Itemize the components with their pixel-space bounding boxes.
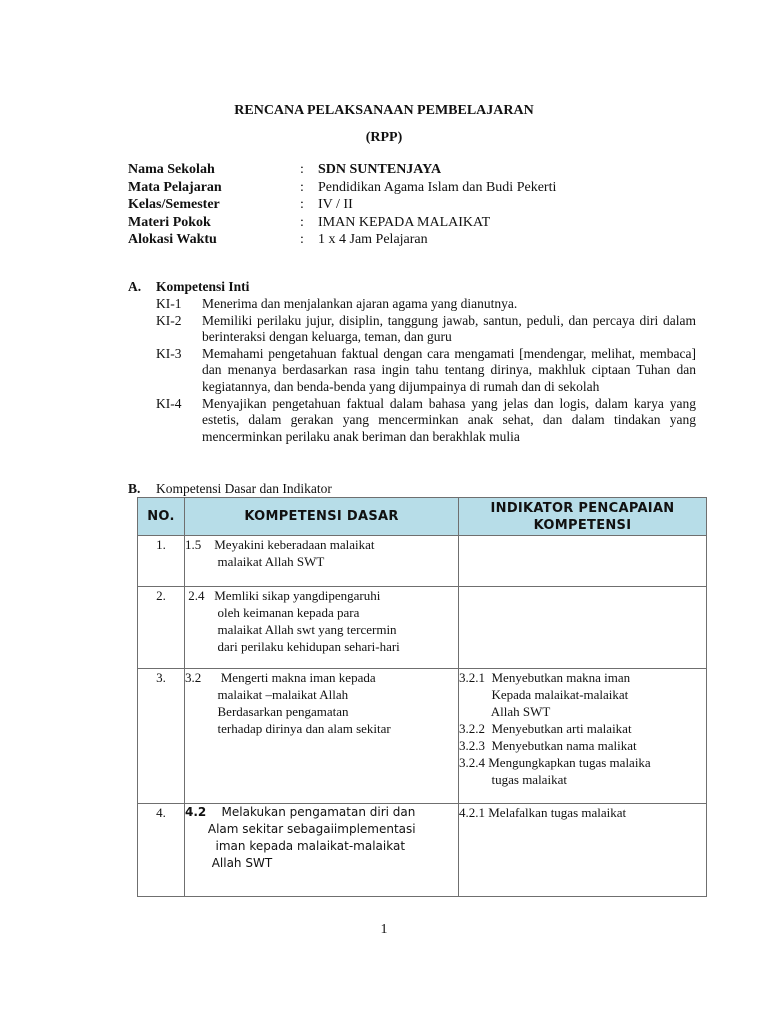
identity-label: Alokasi Waktu — [128, 232, 217, 247]
kd-line: Berdasarkan pengamatan — [185, 704, 349, 719]
ki-code: KI-1 — [156, 296, 182, 311]
table-row — [138, 587, 707, 669]
kd-line: malaikat Allah swt yang tercermin — [185, 622, 397, 637]
ki-text: Memiliki perilaku jujur, disiplin, tanggung jawab, santun, peduli, dan percaya diri dalam berinteraksi dengan keluarga, teman, dan guru — [202, 312, 696, 345]
identity-value: Pendidikan Agama Islam dan Budi Pekerti — [318, 179, 557, 195]
row-number: 4. — [138, 804, 185, 897]
identity-value: 1 x 4 Jam Pelajaran — [318, 232, 428, 247]
identity-row — [128, 214, 708, 232]
kd-line: 2.4 Memliki sikap yangdipengaruhi — [185, 588, 381, 603]
section-kompetensi-dasar — [128, 480, 332, 498]
identity-value: SDN SUNTENJAYA — [318, 162, 442, 177]
header-no: NO. — [138, 498, 185, 536]
kd-line: malaikat Allah SWT — [185, 554, 325, 569]
kd-line: terhadap dirinya dan alam sekitar — [185, 721, 391, 736]
indicator-line: 3.2.1 Menyebutkan makna iman — [459, 670, 631, 685]
indicator-line: 4.2.1 Melafalkan tugas malaikat — [459, 805, 627, 820]
kd-number: 4.2 — [185, 805, 207, 819]
ki-code: KI-3 — [156, 345, 182, 361]
section-title: Kompetensi Inti — [156, 279, 250, 294]
kd-line: dari perilaku kehidupan sehari-hari — [185, 639, 400, 654]
section-heading — [128, 480, 332, 498]
identity-row — [128, 196, 708, 214]
ki-item — [156, 396, 696, 446]
table-header-row — [138, 498, 707, 536]
row-number: 2. — [138, 587, 185, 669]
ki-text: Menyajikan pengetahuan faktual dalam bahasa yang jelas dan logis, dalam karya yang estetis, dalam gerakan yang mencerminkan anak sehat, dan dalam tindakan yang mencerminkan perilaku anak beriman dan berakhlak mulia — [202, 395, 696, 444]
identity-label: Kelas/Semester — [128, 197, 220, 212]
section-kompetensi-inti — [128, 278, 696, 445]
identity-colon: : — [300, 232, 304, 247]
identity-colon: : — [300, 197, 304, 212]
table-row — [138, 804, 707, 897]
section-heading — [128, 278, 696, 296]
page-number: 1 — [380, 922, 388, 937]
identity-row — [128, 231, 708, 249]
ki-code: KI-4 — [156, 395, 182, 411]
kd-line: Alam sekitar sebagaiimplementasi — [185, 822, 416, 836]
identity-value: IMAN KEPADA MALAIKAT — [318, 214, 491, 230]
ki-item — [156, 313, 696, 346]
kd-cell — [185, 587, 459, 669]
header-indikator — [459, 498, 707, 536]
table-row — [138, 536, 707, 587]
row-number: 1. — [138, 536, 185, 587]
identity-label: Nama Sekolah — [128, 162, 215, 177]
indicator-line: 3.2.2 Menyebutkan arti malaikat — [459, 721, 632, 736]
indicator-line: 3.2.4 Mengungkapkan tugas malaika — [459, 755, 651, 770]
identity-colon: : — [300, 162, 304, 177]
identity-label: Mata Pelajaran — [128, 179, 222, 195]
kd-line: 1.5 Meyakini keberadaan malaikat — [185, 537, 375, 552]
indicator-cell — [459, 536, 707, 587]
identity-label: Materi Pokok — [128, 214, 211, 230]
identity-value: IV / II — [318, 197, 353, 212]
header-indikator-line: KOMPETENSI — [533, 517, 632, 533]
indicator-line: Kepada malaikat-malaikat — [459, 687, 629, 702]
identity-block — [128, 161, 708, 249]
header-indikator-line: INDIKATOR PENCAPAIAN — [490, 500, 675, 516]
identity-row — [128, 179, 708, 197]
indicator-line: tugas malaikat — [459, 772, 567, 787]
kd-text: Melakukan pengamatan diri dan — [206, 805, 416, 819]
ki-code: KI-2 — [156, 312, 182, 328]
kd-line: malaikat –malaikat Allah — [185, 687, 349, 702]
identity-colon: : — [300, 179, 304, 195]
kd-line: oleh keimanan kepada para — [185, 605, 360, 620]
ki-item — [156, 296, 696, 313]
kd-line: 3.2 Mengerti makna iman kepada — [185, 670, 376, 685]
header-kompetensi-dasar: KOMPETENSI DASAR — [185, 498, 459, 536]
table-row — [138, 669, 707, 804]
indicator-cell — [459, 587, 707, 669]
ki-item — [156, 346, 696, 396]
section-title: Kompetensi Dasar dan Indikator — [156, 481, 332, 496]
identity-row — [128, 161, 708, 179]
ki-text: Memahami pengetahuan faktual dengan cara mengamati [mendengar, melihat, membaca] dan menanya berdasarkan rasa ingin tahu tentang dirinya, makhluk ciptaan Tuhan dan kegiatannya, dan benda-benda yang dijumpainya di rumah dan di sekolah — [202, 345, 696, 394]
kd-line: Allah SWT — [185, 856, 273, 870]
section-letter: A. — [128, 279, 142, 294]
kd-line: iman kepada malaikat-malaikat — [185, 839, 406, 853]
kompetensi-table — [137, 497, 707, 897]
indicator-line: 3.2.3 Menyebutkan nama malikat — [459, 738, 637, 753]
indicator-cell — [459, 669, 707, 804]
document-title: RENCANA PELAKSANAAN PEMBELAJARAN — [234, 103, 534, 118]
row-number: 3. — [138, 669, 185, 804]
document-subtitle: (RPP) — [365, 130, 403, 145]
kd-cell — [185, 804, 459, 897]
section-letter: B. — [128, 481, 141, 496]
kd-line — [185, 804, 458, 821]
indicator-line: Allah SWT — [459, 704, 551, 719]
kd-cell — [185, 536, 459, 587]
ki-text: Menerima dan menjalankan ajaran agama yang dianutnya. — [202, 296, 518, 311]
identity-colon: : — [300, 214, 304, 230]
kd-cell — [185, 669, 459, 804]
indicator-cell — [459, 804, 707, 897]
